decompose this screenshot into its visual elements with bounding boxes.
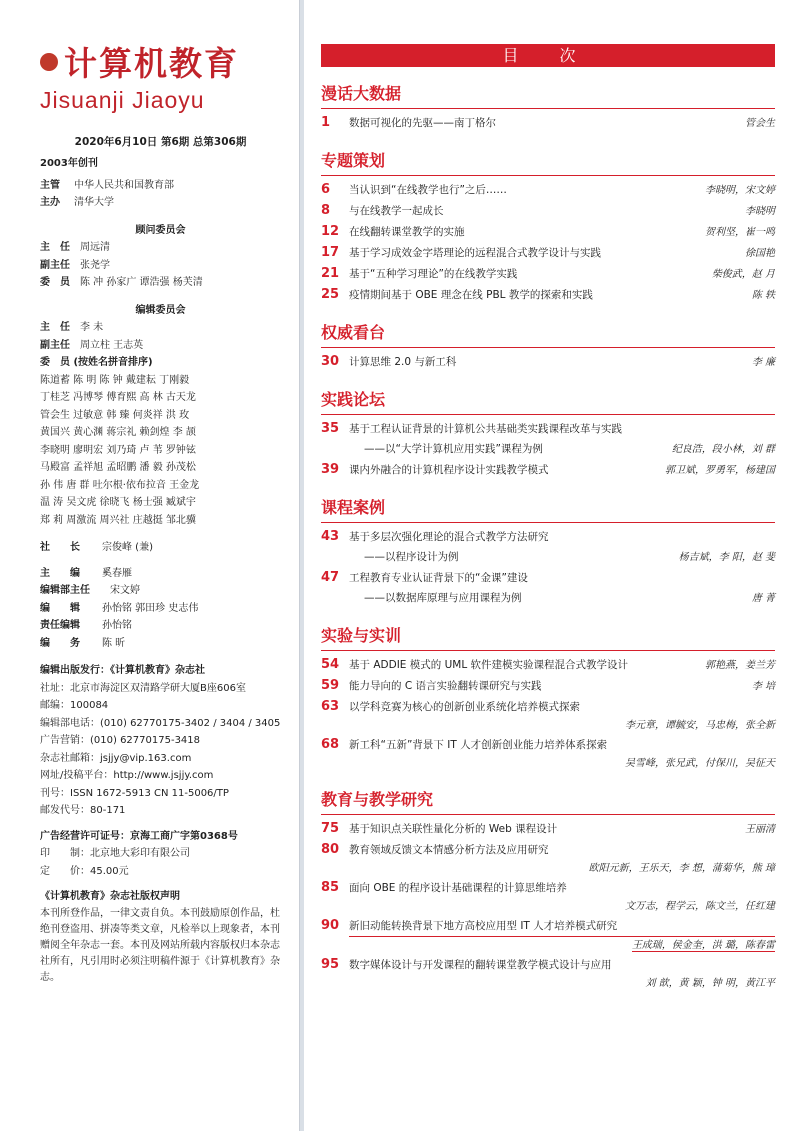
article-subtitle: ——以数据库原理与应用课程为例 [364, 592, 522, 604]
license-line: 印 制：北京地大彩印有限公司 [40, 848, 190, 859]
editorial-members-row: 李晓明 廖明宏 刘乃琦 卢 苇 罗钟铉 [40, 444, 196, 456]
toc-section [321, 320, 775, 373]
article-authors: 吴雪峰，张兄武，付保川，吴征天 [625, 758, 775, 769]
article-title: 以学科竞赛为核心的创新创业系统化培养模式探索 [349, 701, 580, 713]
president-label: 社 长 [40, 542, 80, 553]
toc-entry[interactable] [321, 955, 775, 975]
section-title: 课程案例 [321, 498, 386, 517]
article-authors: 李元章，谭毓安，马忠梅，张全新 [625, 720, 775, 731]
page-number: 25 [321, 287, 340, 302]
section-divider [321, 650, 775, 651]
article-title: 课内外融合的计算机程序设计实践教学模式 [349, 464, 549, 476]
toc-entry[interactable] [321, 819, 775, 840]
publisher-line: 广告营销：(010) 62770175-3418 [40, 735, 201, 746]
editorial-members-row: 丁桂芝 冯博琴 傅育熙 高 林 古天龙 [40, 392, 196, 403]
article-authors: 李晓明，宋文婷 [705, 185, 775, 196]
article-authors: 刘 歆，黄 颖，钟 明，黄江平 [645, 978, 775, 989]
toc-entry[interactable] [321, 201, 775, 222]
article-authors: 杨吉斌，李 阳，赵 斐 [678, 552, 775, 563]
toc-entry-subtitle-row [321, 547, 775, 568]
article-authors: 郭艳燕，姜兰芳 [705, 660, 775, 671]
article-authors: 徐国艳 [745, 248, 775, 259]
editorial-members-row: 郑 莉 周激流 周兴社 庄越挺 邹北骥 [40, 514, 196, 526]
publisher-line: 编辑部电话：(010) 62770175-3402 / 3404 / 3405 [40, 717, 281, 729]
publisher-line: 杂志社邮箱：jsjjy@vip.163.com [40, 752, 192, 764]
page-number: 90 [321, 918, 340, 933]
article-authors: 欧阳元新，王乐天，李 想，蒲菊华，熊 璋 [588, 863, 775, 874]
article-subtitle: ——以程序设计为例 [364, 551, 459, 563]
sponsor: 清华大学 [74, 197, 114, 208]
sponsor-label: 主办 [40, 197, 60, 208]
page-number: 12 [321, 224, 340, 239]
advisory-deputy: 张尧学 [80, 259, 110, 271]
toc-section [321, 387, 775, 481]
publisher-line: 邮发代号：80-171 [40, 805, 126, 816]
magazine-logo [40, 38, 281, 85]
editorial-members-row: 温 涛 吴文虎 徐晓飞 杨士强 臧斌宇 [40, 497, 196, 508]
article-title: 基于 ADDIE 模式的 UML 软件建模实验课程混合式教学设计 [349, 659, 629, 671]
license-line: 定 价：45.00元 [40, 865, 129, 877]
toc-header: 目 次 [321, 44, 775, 67]
founded-year: 2003年创刊 [40, 158, 98, 169]
advisory-director: 周远清 [80, 242, 110, 253]
article-authors: 唐 菁 [751, 593, 775, 604]
page-number: 43 [321, 529, 340, 544]
article-title: 基于“五种学习理论”的在线教学实践 [349, 268, 518, 280]
section-divider [321, 347, 775, 348]
toc-entry[interactable] [321, 568, 775, 588]
section-title: 权威看台 [321, 323, 386, 342]
page-number: 47 [321, 570, 340, 585]
article-authors: 李 廉 [751, 357, 775, 368]
toc-section [321, 623, 775, 773]
deputy-director-label: 编辑部主任 [40, 585, 90, 596]
section-divider [321, 522, 775, 523]
page-number: 21 [321, 266, 340, 281]
toc-entry[interactable] [321, 180, 775, 201]
advisory-director-label: 主 任 [40, 242, 70, 253]
section-title: 专题策划 [321, 151, 386, 170]
editors: 孙怡铭 郭田珍 史志伟 [102, 602, 199, 614]
article-title: 新旧动能转换背景下地方高校应用型 IT 人才培养模式研究 [349, 916, 775, 937]
section-divider [321, 175, 775, 176]
article-title: 基于多层次强化理论的混合式教学方法研究 [349, 531, 549, 543]
advisory-heading: 顾问委员会 [135, 224, 186, 236]
page-number: 17 [321, 245, 340, 260]
page-number: 59 [321, 678, 340, 693]
section-divider [321, 414, 775, 415]
page-number: 95 [321, 957, 340, 972]
section-divider [321, 108, 775, 109]
affairs: 陈 昕 [102, 637, 126, 649]
article-title: 基于工程认证背景的计算机公共基础类实践课程改革与实践 [349, 423, 622, 435]
article-title: 面向 OBE 的程序设计基础课程的计算思维培养 [349, 882, 567, 894]
page-number: 63 [321, 699, 340, 714]
affairs-label: 编 务 [40, 637, 80, 649]
toc-entry[interactable] [321, 264, 775, 285]
masthead-column [0, 0, 300, 1131]
section-title: 实践论坛 [321, 390, 386, 409]
license-info [40, 828, 281, 881]
publisher-line: 社址：北京市海淀区双清路学研大厦B座606室 [40, 682, 246, 694]
article-title: 疫情期间基于 OBE 理念在线 PBL 教学的探索和实践 [349, 289, 593, 301]
resp-editor-label: 责任编辑 [40, 620, 80, 631]
license-line: 广告经营许可证号：京海工商广字第0368号 [40, 830, 238, 842]
advisory-members: 陈 冲 孙家广 谭浩强 杨芙清 [80, 277, 203, 288]
page-number: 6 [321, 182, 331, 197]
resp-editor: 孙怡铭 [102, 620, 132, 631]
toc-entry-subtitle-row [321, 439, 775, 460]
toc-section [321, 148, 775, 306]
article-authors: 柴俊武，赵 月 [711, 269, 775, 280]
toc-entry[interactable] [321, 243, 775, 264]
toc-entry[interactable] [321, 113, 775, 134]
article-title: 与在线教学一起成长 [349, 205, 444, 217]
toc-entry-subtitle-row [321, 588, 775, 609]
publisher-emblem-icon [40, 53, 58, 71]
article-authors: 纪良浩，段小林，刘 群 [671, 444, 775, 455]
table-of-contents [304, 0, 799, 1131]
article-authors [321, 937, 775, 955]
copyright-body: 本刊所登作品，一律文责自负。本刊鼓励原创作品，杜绝刊登盗用、拼凑等类文章，凡检举以上现象者，本刊赠阅全年杂志一套。本刊及网站所载内容版权归本杂志社所有，凡引用时必须注明稿件源于《计算机教育》杂志。 [40, 907, 280, 983]
publisher-line: 网址/投稿平台：http://www.jsjjy.com [40, 770, 214, 781]
editorial-members-row: 黄国兴 黄心渊 蒋宗礼 赖剑煌 李 颉 [40, 427, 196, 438]
toc-entry[interactable] [321, 460, 775, 481]
toc-entry[interactable] [321, 285, 775, 306]
article-title: 计算思维 2.0 与新工科 [349, 356, 457, 368]
section-title: 实验与实训 [321, 626, 402, 645]
page-number: 75 [321, 821, 340, 836]
article-authors: 管会生 [745, 118, 775, 129]
president: 宗俊峰 (兼) [102, 542, 153, 553]
editorial-director-label: 主 任 [40, 322, 70, 333]
page-number: 80 [321, 842, 340, 857]
publisher-line: 刊号：ISSN 1672-5913 CN 11-5006/TP [40, 787, 229, 799]
toc-sections [321, 81, 775, 993]
editorial-members-row: 陈道蓄 陈 明 陈 钟 戴建耘 丁刚毅 [40, 374, 190, 386]
editors-label: 编 辑 [40, 602, 80, 614]
toc-entry[interactable] [321, 352, 775, 373]
section-divider [321, 814, 775, 815]
toc-entry[interactable] [321, 676, 775, 697]
publisher-line: 邮编：100084 [40, 700, 109, 711]
toc-entry[interactable] [321, 222, 775, 243]
article-title: 能力导向的 C 语言实验翻转课研究与实践 [349, 680, 542, 692]
section-title: 教育与教学研究 [321, 790, 434, 809]
issue-info: 2020年6月10日 第6期 总第306期 [74, 136, 247, 148]
toc-section [321, 787, 775, 993]
toc-entry[interactable] [321, 878, 775, 898]
editorial-members-list [40, 372, 281, 530]
editorial-heading: 编辑委员会 [135, 304, 186, 316]
publisher-line: 编辑出版发行：《计算机教育》杂志社 [40, 665, 205, 676]
chief-editor: 奚春雁 [102, 567, 132, 579]
article-authors: 文万志，程学云，陈文兰，任红建 [625, 901, 775, 912]
page-number: 54 [321, 657, 340, 672]
article-title: 数据可视化的先驱——南丁格尔 [349, 117, 496, 129]
chief-editor-label: 主 编 [40, 567, 80, 579]
article-authors: 陈 轶 [751, 290, 775, 301]
article-title: 新工科“五新”背景下 IT 人才创新创业能力培养体系探索 [349, 739, 608, 751]
article-title: 基于学习成效金字塔理论的远程混合式教学设计与实践 [349, 247, 601, 259]
toc-entry[interactable] [321, 527, 775, 547]
section-title: 漫话大数据 [321, 84, 402, 103]
magazine-title: 计算机教育 [64, 44, 239, 83]
supervisor: 中华人民共和国教育部 [74, 179, 174, 191]
page-number: 30 [321, 354, 340, 369]
page-number: 39 [321, 462, 340, 477]
editorial-deputy: 周立柱 王志英 [80, 339, 144, 351]
article-authors: 李 培 [751, 681, 775, 692]
article-title: 教育领域反馈文本情感分析方法及应用研究 [349, 844, 549, 856]
editorial-deputy-label: 副主任 [40, 339, 70, 351]
toc-entry[interactable] [321, 419, 775, 439]
article-authors: 郭卫斌，罗勇军，杨建国 [665, 465, 775, 476]
toc-entry[interactable] [321, 655, 775, 676]
advisory-deputy-label: 副主任 [40, 259, 70, 271]
editorial-members-label: 委 员 (按姓名拼音排序) [40, 357, 153, 368]
editorial-members-row: 管会生 过敏意 韩 臻 何炎祥 洪 玫 [40, 409, 190, 421]
toc-entry[interactable] [321, 840, 775, 860]
editorial-members-row: 孙 伟 唐 群 吐尔根·依布拉音 王金龙 [40, 479, 200, 491]
deputy-director: 宋文婷 [110, 585, 140, 596]
article-title: 数字媒体设计与开发课程的翻转课堂教学模式设计与应用 [349, 959, 612, 971]
supervisor-label: 主管 [40, 179, 60, 191]
toc-section [321, 81, 775, 134]
copyright-heading: 《计算机教育》杂志社版权声明 [40, 891, 180, 902]
editorial-director: 李 未 [80, 322, 104, 333]
page-number: 85 [321, 880, 340, 895]
page-number: 1 [321, 115, 331, 130]
article-title: 工程教育专业认证背景下的“金课”建设 [349, 572, 528, 584]
magazine-pinyin: Jisuanji Jiaoyu [40, 87, 205, 113]
toc-entry[interactable] [321, 735, 775, 755]
article-title: 基于知识点关联性量化分析的 Web 课程设计 [349, 823, 558, 835]
toc-section [321, 495, 775, 609]
highlighted-authors: 王成瑞，侯金奎，洪 璐，陈春雷 [631, 940, 775, 951]
page-number: 68 [321, 737, 340, 752]
toc-entry[interactable] [321, 916, 775, 937]
page-number: 35 [321, 421, 340, 436]
article-authors: 王丽清 [745, 824, 775, 835]
article-authors: 李晓明 [745, 206, 775, 217]
advisory-members-label: 委 员 [40, 277, 70, 288]
publisher-info [40, 662, 281, 820]
article-authors: 贺利坚，崔一鸣 [705, 227, 775, 238]
copyright-notice [40, 888, 281, 986]
editorial-members-row: 马殿富 孟祥旭 孟昭鹏 潘 毅 孙茂松 [40, 462, 196, 473]
article-title: 在线翻转课堂教学的实施 [349, 226, 465, 238]
toc-entry[interactable] [321, 697, 775, 717]
page-number: 8 [321, 203, 331, 218]
article-subtitle: ——以“大学计算机应用实践”课程为例 [364, 443, 543, 455]
article-title: 当认识到“在线教学也行”之后…… [349, 184, 507, 196]
